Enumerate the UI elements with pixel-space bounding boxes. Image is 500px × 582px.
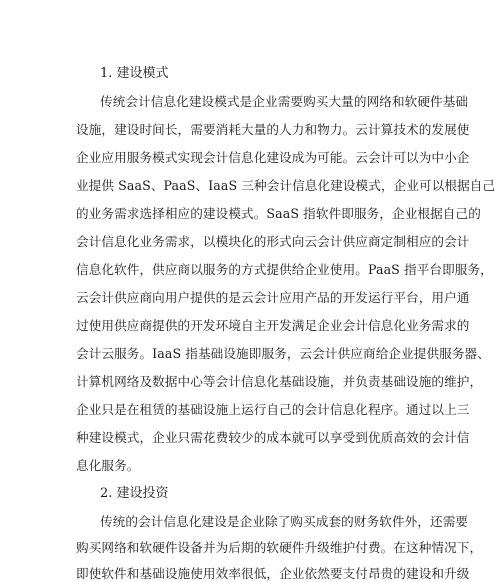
paragraph-line: 信息化软件，供应商以服务的方式提供给企业使用。PaaS 指平台即服务， bbox=[76, 262, 493, 277]
paragraph-line: 即使软件和基础设施使用效率很低，企业依然要支付昂贵的建设和升级 bbox=[76, 566, 470, 581]
paragraph-line: 企业只是在租赁的基础设施上运行自己的会计信息化程序。通过以上三 bbox=[76, 402, 470, 417]
paragraph-line: 息化服务。 bbox=[76, 458, 140, 473]
paragraph-line: 会计信息化业务需求，以模块化的形式向云会计供应商定制相应的会计 bbox=[76, 234, 470, 249]
paragraph-line: 传统的会计信息化建设是企业除了购买成套的财务软件外，还需要 bbox=[100, 514, 469, 529]
paragraph-line: 企业应用服务模式实现会计信息化建设成为可能。云会计可以为中小企 bbox=[76, 150, 470, 165]
paragraph-line: 种建设模式，企业只需花费较少的成本就可以享受到优质高效的会计信 bbox=[76, 430, 470, 445]
paragraph-line: 云会计供应商向用户提供的是云会计应用产品的开发运行平台，用户通 bbox=[76, 290, 470, 305]
paragraph-line: 会计云服务。IaaS 指基础设施即服务，云会计供应商给企业提供服务器、 bbox=[76, 346, 490, 361]
paragraph-line: 设施，建设时间长，需要消耗大量的人力和物力。云计算技术的发展使 bbox=[76, 122, 470, 137]
section-heading-construction-investment: 2. 建设投资 bbox=[100, 486, 169, 501]
paragraph-line: 计算机网络及数据中心等会计信息化基础设施，并负责基础设施的维护， bbox=[76, 374, 483, 389]
paragraph-line: 传统会计信息化建设模式是企业需要购买大量的网络和软硬件基础 bbox=[100, 94, 469, 109]
section-heading-construction-mode: 1. 建设模式 bbox=[100, 66, 169, 81]
paragraph-line: 业提供 SaaS、PaaS、IaaS 三种会计信息化建设模式，企业可以根据自己 bbox=[76, 178, 496, 193]
paragraph-line: 过使用供应商提供的开发环境自主开发满足企业会计信息化业务需求的 bbox=[76, 318, 470, 333]
paragraph-line: 的业务需求选择相应的建设模式。SaaS 指软件即服务，企业根据自己的 bbox=[76, 206, 481, 221]
paragraph-line: 购买网络和软硬件设备并为后期的软硬件升级维护付费。在这种情况下， bbox=[76, 540, 483, 555]
